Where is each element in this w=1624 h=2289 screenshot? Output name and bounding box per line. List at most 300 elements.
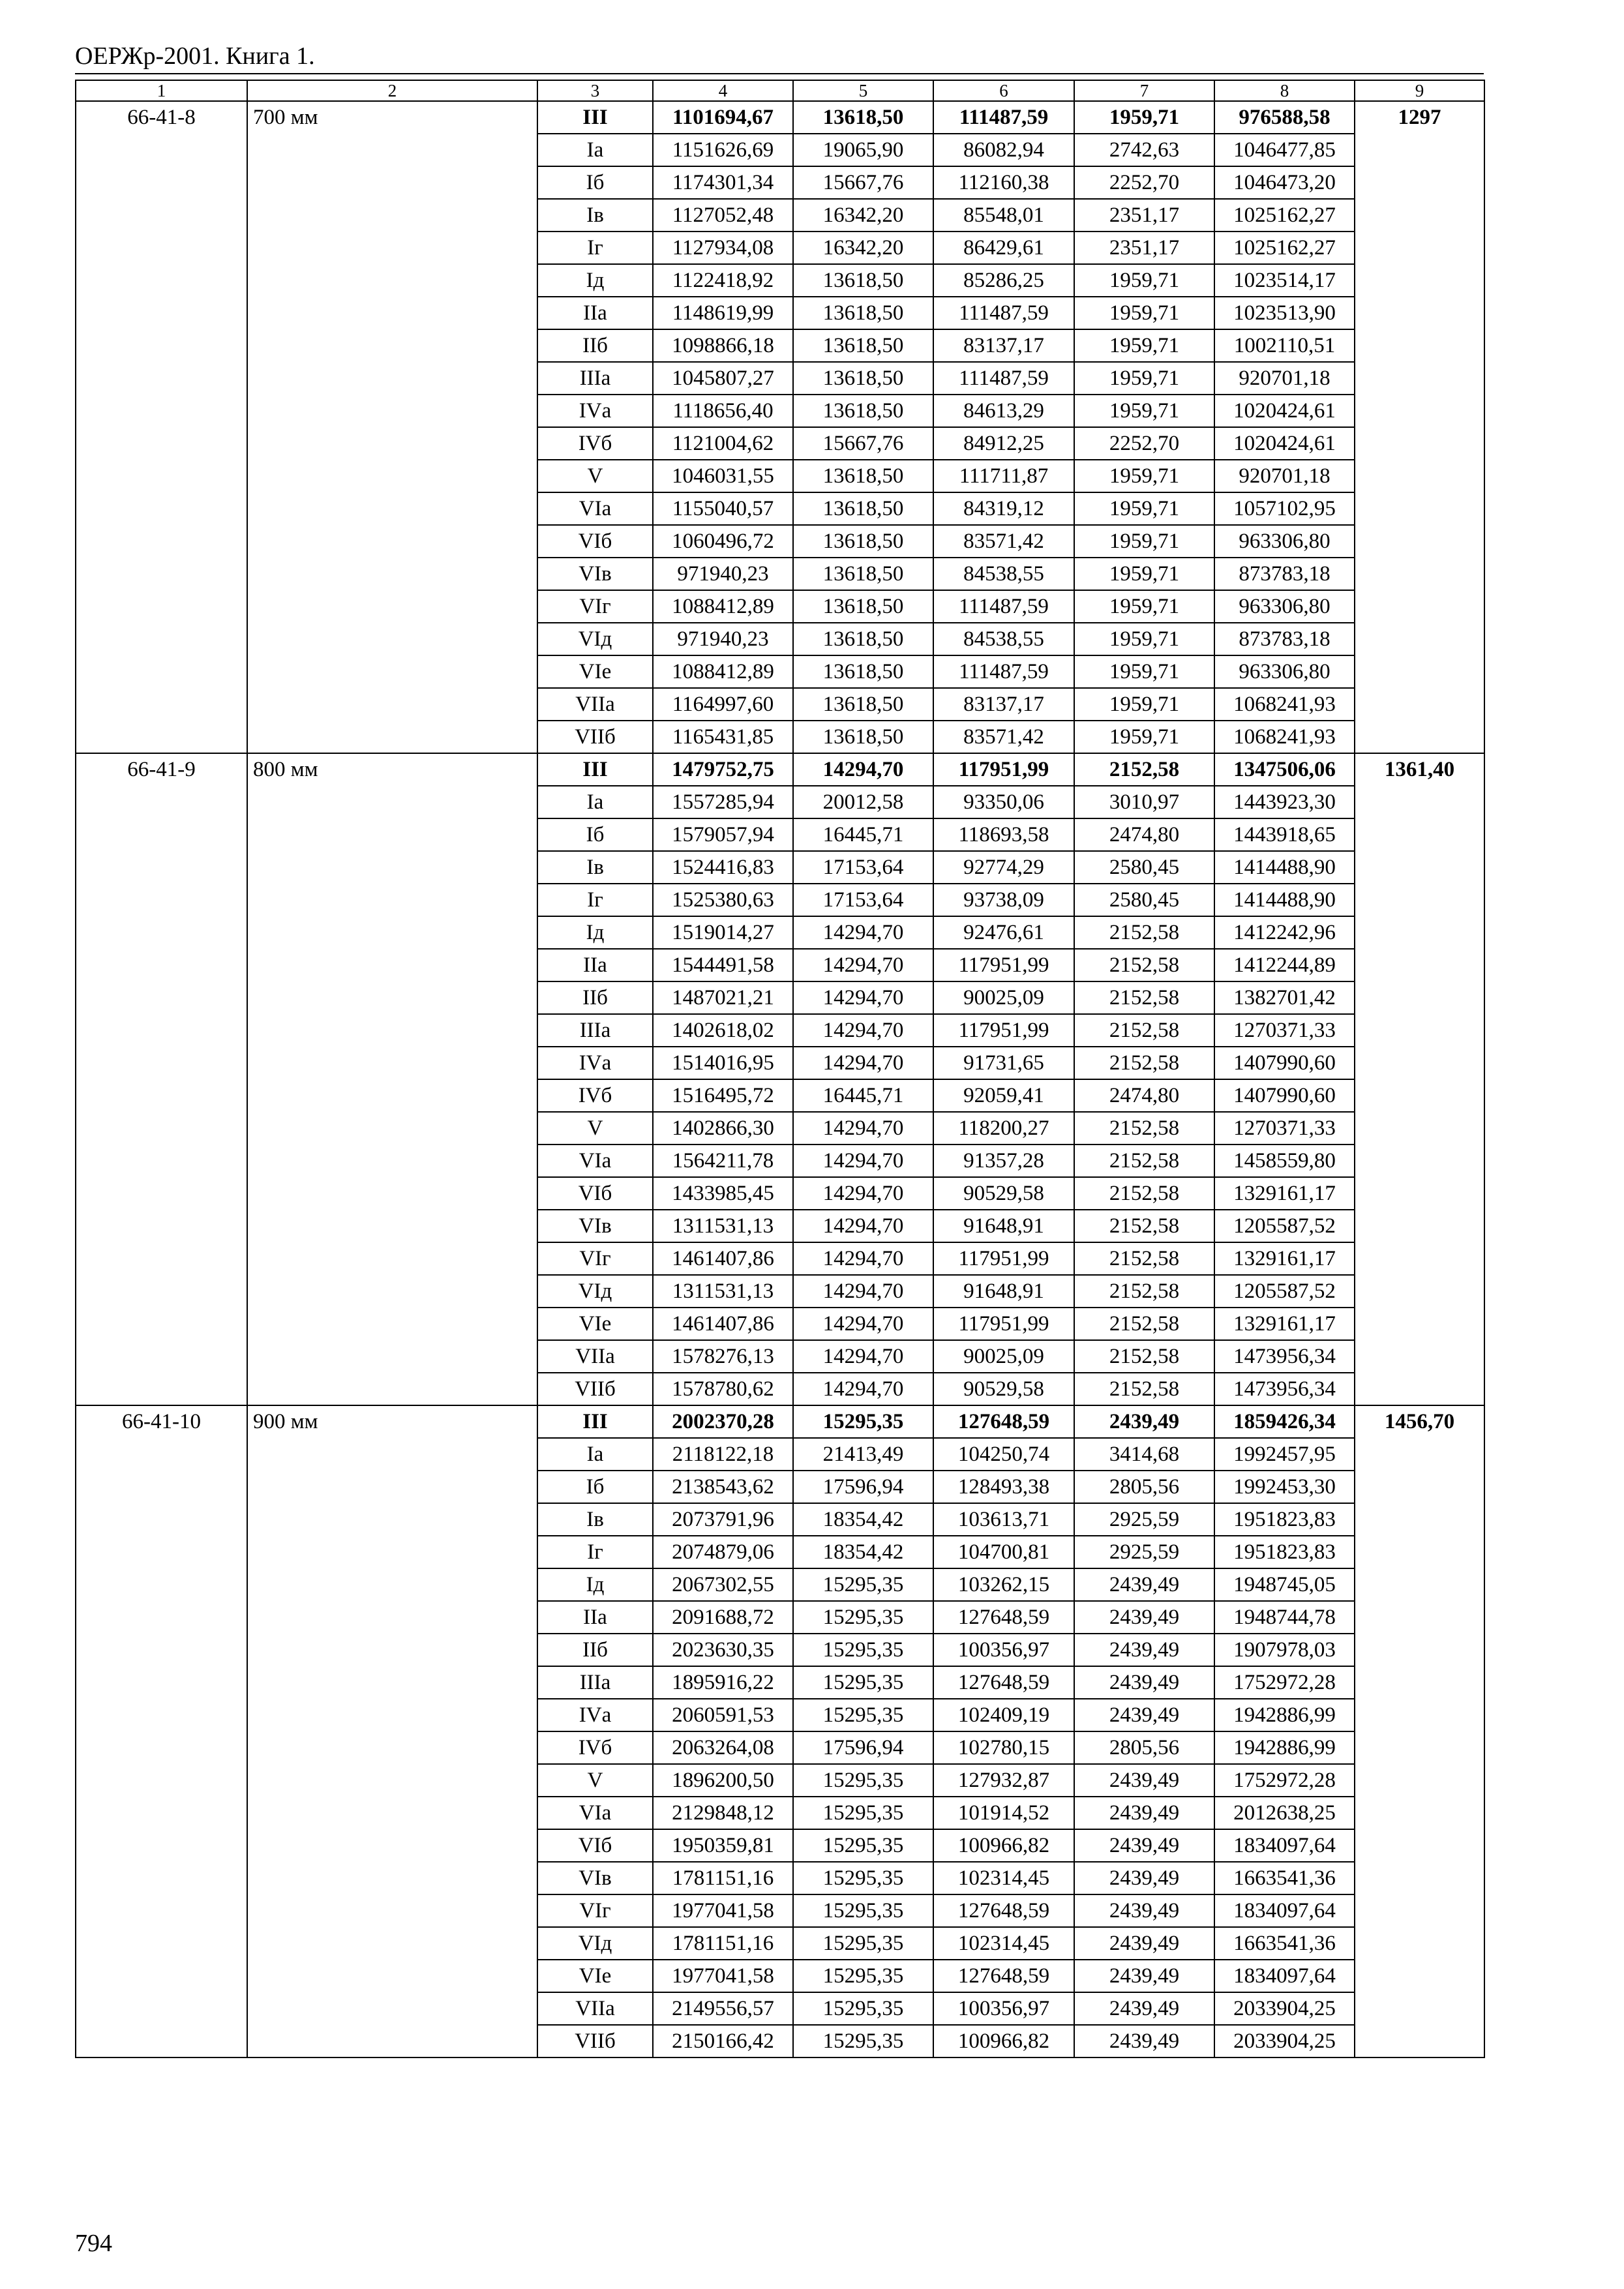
value-cell: 2742,63	[1074, 134, 1214, 166]
value-cell: 1834097,64	[1214, 1829, 1355, 1862]
value-cell: 1122418,92	[653, 264, 793, 297]
value-cell: 14294,70	[793, 1210, 933, 1242]
value-cell: 2580,45	[1074, 851, 1214, 884]
zone-cell: VIIа	[537, 1992, 653, 2025]
value-cell: 14294,70	[793, 1047, 933, 1079]
value-cell: 86082,94	[933, 134, 1074, 166]
value-cell: 873783,18	[1214, 558, 1355, 590]
value-cell: 17153,64	[793, 851, 933, 884]
value-cell: 13618,50	[793, 525, 933, 558]
value-cell: 873783,18	[1214, 623, 1355, 655]
zone-cell: Iб	[537, 166, 653, 199]
zone-cell: IIIа	[537, 362, 653, 395]
value-cell: 1025162,27	[1214, 232, 1355, 264]
value-cell: 1046477,85	[1214, 134, 1355, 166]
value-cell: 15295,35	[793, 1764, 933, 1797]
value-cell: 1959,71	[1074, 297, 1214, 329]
value-cell: 1088412,89	[653, 655, 793, 688]
zone-cell: IVа	[537, 395, 653, 427]
value-cell: 2439,49	[1074, 1797, 1214, 1829]
zone-cell: VIг	[537, 590, 653, 623]
value-cell: 127648,59	[933, 1601, 1074, 1634]
value-cell: 14294,70	[793, 1242, 933, 1275]
value-cell: 1020424,61	[1214, 427, 1355, 460]
value-cell: 1402866,30	[653, 1112, 793, 1144]
value-cell: 1412242,96	[1214, 916, 1355, 949]
value-cell: 1060496,72	[653, 525, 793, 558]
value-cell: 2474,80	[1074, 1079, 1214, 1112]
value-cell: 1402618,02	[653, 1014, 793, 1047]
value-cell: 2063264,08	[653, 1731, 793, 1764]
zone-cell: IIб	[537, 981, 653, 1014]
value-cell: 1951823,83	[1214, 1536, 1355, 1568]
value-cell: 19065,90	[793, 134, 933, 166]
value-cell: 1412244,89	[1214, 949, 1355, 981]
zone-cell: VIа	[537, 492, 653, 525]
page-header-title: ОЕРЖр-2001. Книга 1.	[75, 42, 315, 70]
header-rule	[75, 73, 1484, 74]
value-cell: 14294,70	[793, 753, 933, 786]
value-cell: 14294,70	[793, 1340, 933, 1373]
zone-cell: VIIа	[537, 688, 653, 721]
value-cell: 83137,17	[933, 688, 1074, 721]
value-cell: 1164997,60	[653, 688, 793, 721]
zone-cell: IVа	[537, 1047, 653, 1079]
value-cell: 2252,70	[1074, 166, 1214, 199]
value-cell: 111487,59	[933, 101, 1074, 134]
zone-cell: IVб	[537, 427, 653, 460]
value-cell: 2152,58	[1074, 1242, 1214, 1275]
value-cell: 1977041,58	[653, 1894, 793, 1927]
value-cell: 102314,45	[933, 1927, 1074, 1960]
value-cell: 117951,99	[933, 1014, 1074, 1047]
value-cell: 2439,49	[1074, 1894, 1214, 1927]
value-cell: 85548,01	[933, 199, 1074, 232]
value-cell: 20012,58	[793, 786, 933, 818]
value-cell: 2925,59	[1074, 1536, 1214, 1568]
value-cell: 15295,35	[793, 1568, 933, 1601]
value-cell: 1951823,83	[1214, 1503, 1355, 1536]
value-cell: 971940,23	[653, 623, 793, 655]
value-cell: 1516495,72	[653, 1079, 793, 1112]
value-cell: 1057102,95	[1214, 492, 1355, 525]
value-cell: 1023513,90	[1214, 297, 1355, 329]
value-cell: 102314,45	[933, 1862, 1074, 1894]
value-cell: 2439,49	[1074, 1601, 1214, 1634]
zone-cell: IVб	[537, 1079, 653, 1112]
item-code-cell: 66-41-9	[76, 753, 247, 1405]
value-cell: 2152,58	[1074, 1177, 1214, 1210]
value-cell: 1329161,17	[1214, 1308, 1355, 1340]
zone-cell: V	[537, 1764, 653, 1797]
value-cell: 2439,49	[1074, 1634, 1214, 1666]
value-cell: 2152,58	[1074, 1340, 1214, 1373]
zone-cell: VIд	[537, 1275, 653, 1308]
value-cell: 13618,50	[793, 492, 933, 525]
value-cell: 83137,17	[933, 329, 1074, 362]
value-cell: 1557285,94	[653, 786, 793, 818]
value-cell: 117951,99	[933, 753, 1074, 786]
zone-cell: VIе	[537, 1308, 653, 1340]
value-cell: 1942886,99	[1214, 1699, 1355, 1731]
value-cell: 128493,38	[933, 1471, 1074, 1503]
zone-cell: IVа	[537, 1699, 653, 1731]
value-cell: 2002370,28	[653, 1405, 793, 1438]
value-cell: 100966,82	[933, 2025, 1074, 2057]
value-cell: 14294,70	[793, 1014, 933, 1047]
value-cell: 1046473,20	[1214, 166, 1355, 199]
column-header: 8	[1214, 80, 1355, 101]
value-cell: 1382701,42	[1214, 981, 1355, 1014]
value-cell: 13618,50	[793, 362, 933, 395]
value-cell: 1544491,58	[653, 949, 793, 981]
value-cell: 1663541,36	[1214, 1862, 1355, 1894]
table-body	[76, 80, 1484, 2057]
value-cell: 2152,58	[1074, 1112, 1214, 1144]
value-cell: 1948745,05	[1214, 1568, 1355, 1601]
value-cell: 15295,35	[793, 1894, 933, 1927]
value-cell: 1329161,17	[1214, 1177, 1355, 1210]
table-row	[76, 753, 1484, 786]
value-cell: 1781151,16	[653, 1862, 793, 1894]
value-cell: 1311531,13	[653, 1210, 793, 1242]
value-cell: 118693,58	[933, 818, 1074, 851]
value-cell: 963306,80	[1214, 525, 1355, 558]
value-cell: 13618,50	[793, 101, 933, 134]
zone-cell: Iг	[537, 884, 653, 916]
value-cell: 13618,50	[793, 297, 933, 329]
item-name-cell: 700 мм	[247, 101, 537, 753]
zone-cell: VIа	[537, 1797, 653, 1829]
value-cell: 111487,59	[933, 297, 1074, 329]
value-cell: 15295,35	[793, 1601, 933, 1634]
value-cell: 117951,99	[933, 1308, 1074, 1340]
value-cell: 1859426,34	[1214, 1405, 1355, 1438]
value-cell: 1579057,94	[653, 818, 793, 851]
value-cell: 1127052,48	[653, 199, 793, 232]
value-cell: 1148619,99	[653, 297, 793, 329]
value-cell: 84912,25	[933, 427, 1074, 460]
zone-cell: V	[537, 1112, 653, 1144]
value-cell: 1433985,45	[653, 1177, 793, 1210]
zone-cell: VIв	[537, 1210, 653, 1242]
value-cell: 976588,58	[1214, 101, 1355, 134]
zone-cell: IIIа	[537, 1014, 653, 1047]
value-cell: 92059,41	[933, 1079, 1074, 1112]
value-cell: 111487,59	[933, 655, 1074, 688]
value-cell: 111487,59	[933, 362, 1074, 395]
value-cell: 127648,59	[933, 1960, 1074, 1992]
zone-cell: V	[537, 460, 653, 492]
zone-cell: Iв	[537, 199, 653, 232]
value-cell: 2439,49	[1074, 1405, 1214, 1438]
value-cell: 2152,58	[1074, 949, 1214, 981]
value-cell: 83571,42	[933, 721, 1074, 753]
value-cell: 1414488,90	[1214, 884, 1355, 916]
value-cell: 1959,71	[1074, 525, 1214, 558]
value-cell: 1068241,93	[1214, 688, 1355, 721]
value-cell: 1959,71	[1074, 329, 1214, 362]
value-cell: 1487021,21	[653, 981, 793, 1014]
value-cell: 84538,55	[933, 623, 1074, 655]
value-cell: 1948744,78	[1214, 1601, 1355, 1634]
value-cell: 2439,49	[1074, 1960, 1214, 1992]
value-cell: 1407990,60	[1214, 1079, 1355, 1112]
value-cell: 1068241,93	[1214, 721, 1355, 753]
zone-cell: VIд	[537, 623, 653, 655]
value-cell: 1473956,34	[1214, 1373, 1355, 1405]
value-cell: 13618,50	[793, 721, 933, 753]
value-cell: 13618,50	[793, 460, 933, 492]
labor-cost-cell: 1361,40	[1355, 753, 1484, 1405]
value-cell: 102780,15	[933, 1731, 1074, 1764]
value-cell: 83571,42	[933, 525, 1074, 558]
zone-cell: IIа	[537, 949, 653, 981]
value-cell: 15295,35	[793, 1862, 933, 1894]
value-cell: 103262,15	[933, 1568, 1074, 1601]
value-cell: 15295,35	[793, 1927, 933, 1960]
zone-cell: IVб	[537, 1731, 653, 1764]
value-cell: 104250,74	[933, 1438, 1074, 1471]
value-cell: 13618,50	[793, 590, 933, 623]
value-cell: 127648,59	[933, 1666, 1074, 1699]
value-cell: 93738,09	[933, 884, 1074, 916]
value-cell: 14294,70	[793, 1112, 933, 1144]
value-cell: 2023630,35	[653, 1634, 793, 1666]
value-cell: 1002110,51	[1214, 329, 1355, 362]
value-cell: 963306,80	[1214, 590, 1355, 623]
value-cell: 2439,49	[1074, 1568, 1214, 1601]
value-cell: 2439,49	[1074, 1829, 1214, 1862]
zone-cell: IIа	[537, 1601, 653, 1634]
value-cell: 1896200,50	[653, 1764, 793, 1797]
value-cell: 17596,94	[793, 1471, 933, 1503]
value-cell: 1525380,63	[653, 884, 793, 916]
value-cell: 13618,50	[793, 264, 933, 297]
value-cell: 2150166,42	[653, 2025, 793, 2057]
labor-cost-cell: 1456,70	[1355, 1405, 1484, 2057]
value-cell: 1127934,08	[653, 232, 793, 264]
value-cell: 1407990,60	[1214, 1047, 1355, 1079]
value-cell: 13618,50	[793, 623, 933, 655]
column-header: 1	[76, 80, 247, 101]
value-cell: 2067302,55	[653, 1568, 793, 1601]
value-cell: 920701,18	[1214, 362, 1355, 395]
column-header: 7	[1074, 80, 1214, 101]
value-cell: 2074879,06	[653, 1536, 793, 1568]
value-cell: 1118656,40	[653, 395, 793, 427]
value-cell: 13618,50	[793, 329, 933, 362]
zone-cell: VIб	[537, 1177, 653, 1210]
value-cell: 84319,12	[933, 492, 1074, 525]
value-cell: 2152,58	[1074, 981, 1214, 1014]
value-cell: 1950359,81	[653, 1829, 793, 1862]
value-cell: 1977041,58	[653, 1960, 793, 1992]
value-cell: 90025,09	[933, 981, 1074, 1014]
column-header: 9	[1355, 80, 1484, 101]
value-cell: 2060591,53	[653, 1699, 793, 1731]
value-cell: 1088412,89	[653, 590, 793, 623]
value-cell: 2152,58	[1074, 1308, 1214, 1340]
value-cell: 2805,56	[1074, 1731, 1214, 1764]
value-cell: 91357,28	[933, 1144, 1074, 1177]
value-cell: 1443918,65	[1214, 818, 1355, 851]
value-cell: 16342,20	[793, 199, 933, 232]
zone-cell: VIб	[537, 525, 653, 558]
zone-cell: VIа	[537, 1144, 653, 1177]
zone-cell: Iв	[537, 851, 653, 884]
zone-cell: VIIб	[537, 1373, 653, 1405]
value-cell: 1959,71	[1074, 362, 1214, 395]
value-cell: 2152,58	[1074, 1210, 1214, 1242]
value-cell: 1524416,83	[653, 851, 793, 884]
value-cell: 14294,70	[793, 981, 933, 1014]
value-cell: 1165431,85	[653, 721, 793, 753]
value-cell: 86429,61	[933, 232, 1074, 264]
value-cell: 2149556,57	[653, 1992, 793, 2025]
value-cell: 15295,35	[793, 1405, 933, 1438]
value-cell: 100356,97	[933, 1634, 1074, 1666]
value-cell: 2073791,96	[653, 1503, 793, 1536]
value-cell: 127648,59	[933, 1405, 1074, 1438]
zone-cell: VIв	[537, 558, 653, 590]
value-cell: 92774,29	[933, 851, 1074, 884]
value-cell: 1023514,17	[1214, 264, 1355, 297]
value-cell: 127648,59	[933, 1894, 1074, 1927]
value-cell: 1907978,03	[1214, 1634, 1355, 1666]
value-cell: 17153,64	[793, 884, 933, 916]
zone-cell: IIа	[537, 297, 653, 329]
value-cell: 15295,35	[793, 1699, 933, 1731]
value-cell: 2152,58	[1074, 916, 1214, 949]
value-cell: 2033904,25	[1214, 1992, 1355, 2025]
zone-cell: VIг	[537, 1242, 653, 1275]
value-cell: 1959,71	[1074, 655, 1214, 688]
value-cell: 2925,59	[1074, 1503, 1214, 1536]
value-cell: 104700,81	[933, 1536, 1074, 1568]
value-cell: 2152,58	[1074, 1047, 1214, 1079]
zone-cell: VIе	[537, 1960, 653, 1992]
value-cell: 14294,70	[793, 1144, 933, 1177]
value-cell: 91731,65	[933, 1047, 1074, 1079]
value-cell: 1098866,18	[653, 329, 793, 362]
value-cell: 111487,59	[933, 590, 1074, 623]
value-cell: 15295,35	[793, 2025, 933, 2057]
value-cell: 1992453,30	[1214, 1471, 1355, 1503]
value-cell: 1121004,62	[653, 427, 793, 460]
value-cell: 1834097,64	[1214, 1894, 1355, 1927]
value-cell: 1959,71	[1074, 623, 1214, 655]
value-cell: 101914,52	[933, 1797, 1074, 1829]
zone-cell: Iа	[537, 1438, 653, 1471]
value-cell: 971940,23	[653, 558, 793, 590]
value-cell: 15667,76	[793, 166, 933, 199]
value-cell: 2439,49	[1074, 2025, 1214, 2057]
zone-cell: III	[537, 753, 653, 786]
value-cell: 1834097,64	[1214, 1960, 1355, 1992]
value-cell: 15667,76	[793, 427, 933, 460]
value-cell: 117951,99	[933, 949, 1074, 981]
zone-cell: Iд	[537, 1568, 653, 1601]
value-cell: 13618,50	[793, 655, 933, 688]
value-cell: 1564211,78	[653, 1144, 793, 1177]
value-cell: 2091688,72	[653, 1601, 793, 1634]
value-cell: 1514016,95	[653, 1047, 793, 1079]
value-cell: 1458559,80	[1214, 1144, 1355, 1177]
table-row	[76, 1405, 1484, 1438]
value-cell: 90025,09	[933, 1340, 1074, 1373]
value-cell: 1959,71	[1074, 721, 1214, 753]
page-number: 794	[75, 2230, 112, 2257]
value-cell: 2439,49	[1074, 1862, 1214, 1894]
zone-cell: III	[537, 101, 653, 134]
value-cell: 112160,38	[933, 166, 1074, 199]
value-cell: 2439,49	[1074, 1992, 1214, 2025]
value-cell: 1046031,55	[653, 460, 793, 492]
value-cell: 91648,91	[933, 1275, 1074, 1308]
value-cell: 93350,06	[933, 786, 1074, 818]
item-name-cell: 900 мм	[247, 1405, 537, 2057]
value-cell: 1461407,86	[653, 1308, 793, 1340]
value-cell: 15295,35	[793, 1960, 933, 1992]
column-header: 2	[247, 80, 537, 101]
value-cell: 118200,27	[933, 1112, 1074, 1144]
value-cell: 2012638,25	[1214, 1797, 1355, 1829]
value-cell: 17596,94	[793, 1731, 933, 1764]
zone-cell: VIд	[537, 1927, 653, 1960]
column-header: 3	[537, 80, 653, 101]
value-cell: 111711,87	[933, 460, 1074, 492]
value-cell: 15295,35	[793, 1829, 933, 1862]
value-cell: 1473956,34	[1214, 1340, 1355, 1373]
column-header: 4	[653, 80, 793, 101]
value-cell: 90529,58	[933, 1177, 1074, 1210]
value-cell: 920701,18	[1214, 460, 1355, 492]
zone-cell: VIIб	[537, 721, 653, 753]
zone-cell: Iд	[537, 264, 653, 297]
value-cell: 1025162,27	[1214, 199, 1355, 232]
value-cell: 85286,25	[933, 264, 1074, 297]
zone-cell: VIе	[537, 655, 653, 688]
value-cell: 1959,71	[1074, 101, 1214, 134]
value-cell: 15295,35	[793, 1634, 933, 1666]
zone-cell: VIIа	[537, 1340, 653, 1373]
value-cell: 1895916,22	[653, 1666, 793, 1699]
zone-cell: Iд	[537, 916, 653, 949]
value-cell: 2474,80	[1074, 818, 1214, 851]
value-cell: 2152,58	[1074, 1144, 1214, 1177]
value-cell: 103613,71	[933, 1503, 1074, 1536]
zone-cell: Iг	[537, 232, 653, 264]
value-cell: 102409,19	[933, 1699, 1074, 1731]
value-cell: 2439,49	[1074, 1699, 1214, 1731]
value-cell: 1174301,34	[653, 166, 793, 199]
value-cell: 16445,71	[793, 818, 933, 851]
value-cell: 2580,45	[1074, 884, 1214, 916]
value-cell: 1101694,67	[653, 101, 793, 134]
value-cell: 1752972,28	[1214, 1666, 1355, 1699]
value-cell: 1942886,99	[1214, 1731, 1355, 1764]
value-cell: 1578780,62	[653, 1373, 793, 1405]
item-code-cell: 66-41-8	[76, 101, 247, 753]
value-cell: 1155040,57	[653, 492, 793, 525]
value-cell: 1414488,90	[1214, 851, 1355, 884]
value-cell: 1045807,27	[653, 362, 793, 395]
value-cell: 2152,58	[1074, 753, 1214, 786]
value-cell: 2033904,25	[1214, 2025, 1355, 2057]
value-cell: 21413,49	[793, 1438, 933, 1471]
value-cell: 13618,50	[793, 395, 933, 427]
